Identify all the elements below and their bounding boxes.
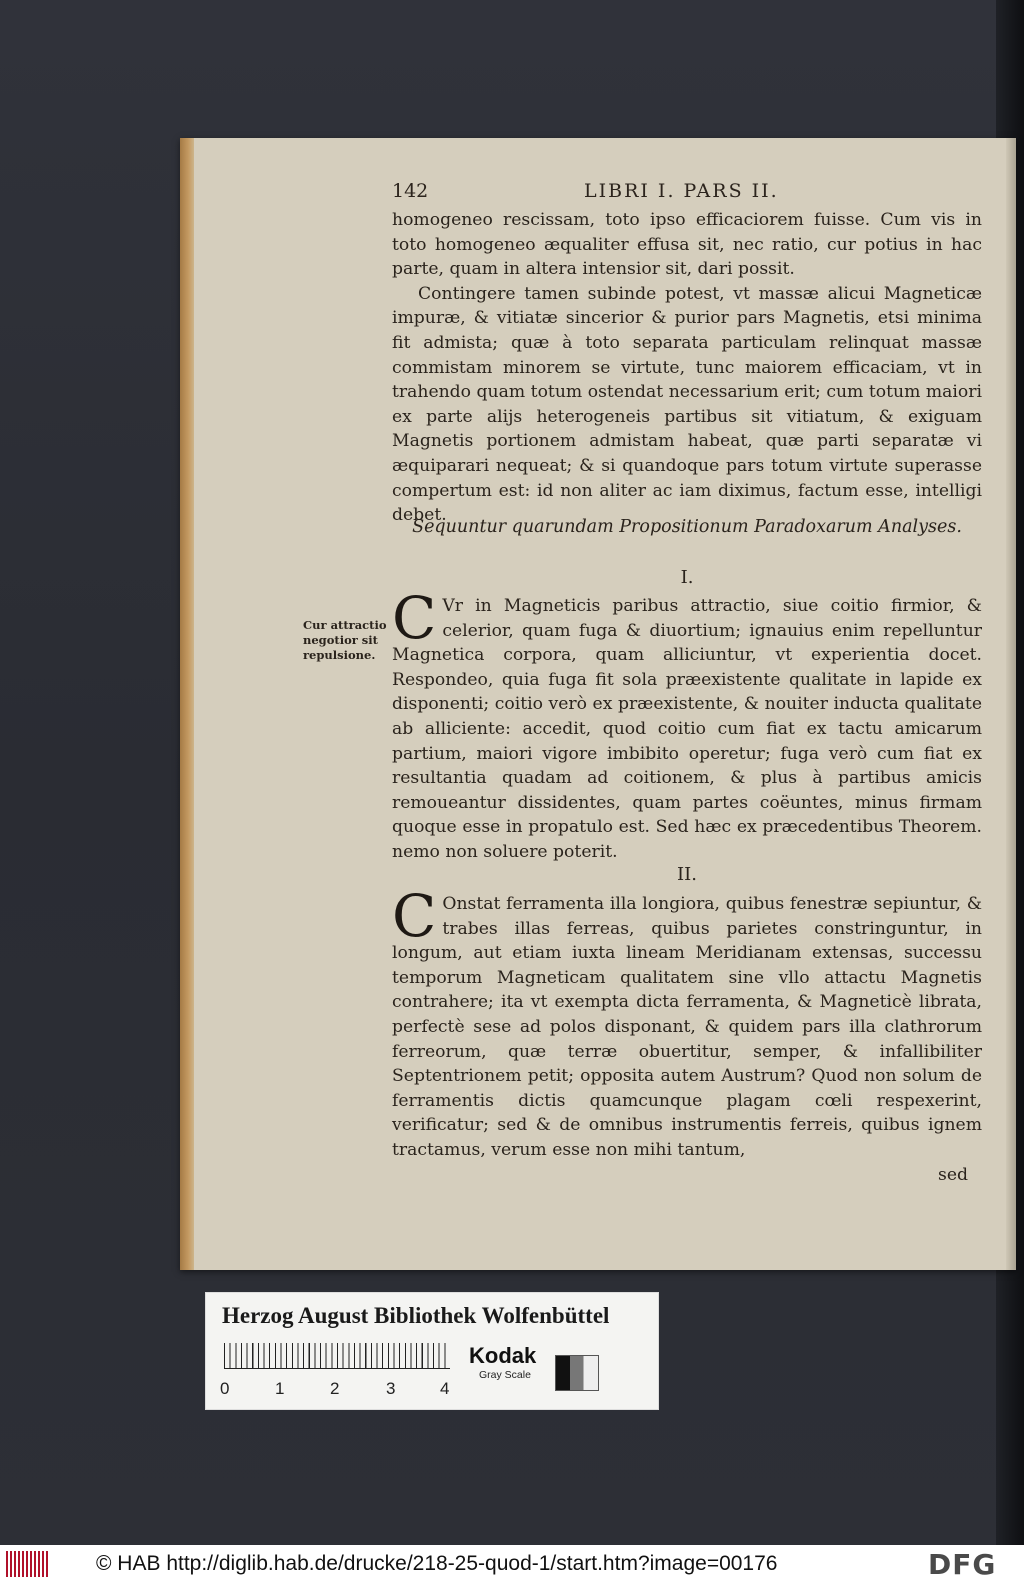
- drop-cap-2: C: [392, 882, 437, 950]
- page-header: [388, 180, 988, 210]
- scale-ruler: [224, 1343, 450, 1369]
- paragraph-1: homogeneo rescissam, toto ipso efficaciorem fuisse. Cum vis in toto homogeneo æqualiter effusa sit, nec ratio, cur potius in hac parte, quam in altera intensior sit, dari possit.: [392, 210, 982, 280]
- gray-scale-swatch: [555, 1355, 599, 1391]
- kodak-logo: Kodak: [469, 1343, 537, 1368]
- footer-bar: [0, 1545, 1024, 1582]
- section-numeral-1: I.: [680, 567, 694, 588]
- library-name: Herzog August Bibliothek Wolfenbüttel: [222, 1303, 610, 1328]
- text-block-1: [392, 208, 982, 528]
- catchword: sed: [938, 1164, 968, 1185]
- section-2-text: [392, 882, 982, 1163]
- page-edge: [180, 138, 194, 1270]
- source-url[interactable]: © HAB http://diglib.hab.de/drucke/218-25-quod-1/start.htm?image=00176: [96, 1552, 778, 1575]
- hab-logo-icon: [6, 1551, 48, 1577]
- drop-cap-1: C: [392, 584, 437, 652]
- ruler-number-0: 0: [220, 1379, 230, 1398]
- ruler-number-2: 2: [330, 1379, 340, 1398]
- section-1-block: [392, 584, 982, 865]
- page-gutter: [1006, 138, 1016, 1270]
- ruler-number-1: 1: [275, 1379, 285, 1398]
- library-color-card: [205, 1292, 659, 1410]
- page-number: 142: [392, 180, 429, 202]
- section-2-block: [392, 882, 982, 1187]
- paragraph-2: Contingere tamen subinde potest, vt massæ alicui Magneticæ impuræ, & vitiatæ sincerior & purior pars Magnetis, etsi minima fit admista; quæ à toto separata particulam relinquat massæ commistam minorem se virtute, tunc maiorem efficaciam, vt in trahendo quam totum ostendat necessarium erit; cum totum maiori ex parte alijs heterogeneis partibus sit vitiatum, & exiguam Magnetis portionem admistam habeat, quæ parti separatæ vi æquiparari nequeat; & si quandoque pars totum virtute superasse compertum est: id non aliter ac iam diximus, factum esse, intelligi debet.: [392, 283, 982, 526]
- marginal-note: Cur attractio negotior sit repulsione.: [303, 618, 387, 662]
- running-head: LIBRI I. PARS II.: [584, 180, 779, 202]
- section-heading: Sequuntur quarundam Propositionum Paradoxarum Analyses.: [412, 517, 962, 537]
- dfg-logo: DFG: [928, 1548, 997, 1581]
- section-1-body: Vr in Magneticis paribus attractio, siue coitio firmior, & celerior, quam fuga & diuortium; ignauius enim repelluntur Magnetica corpora, quam alliciuntur, vt experientia docet. Respondeo, quia fuga fit sola præexistente qualitate in lapide ex disponenti; coitio verò ex præexistente, & nouiter inducta qualitate ab alliciente: accedit, quod coitio cum fiat ex tactu amicarum partium, maiori vigore imbibito operetur; fuga verò cum fiat ex resultantia quadam ad coitionem, & plus à partibus amicis remoueantur dissidentes, quam partes coëuntes, minus firmam quoque esse in propatulo est. Sed hæc ex præcedentibus Theorem. nemo non soluere poterit.: [392, 596, 982, 862]
- ruler-baseline: [224, 1368, 450, 1369]
- section-numeral-2: II.: [677, 864, 697, 885]
- ruler-ticks: [224, 1343, 450, 1369]
- gray-scale-label: Gray Scale: [479, 1369, 531, 1381]
- ruler-number-4: 4: [440, 1379, 450, 1398]
- section-1-text: [392, 584, 982, 865]
- section-2-body: Onstat ferramenta illa longiora, quibus fenestræ sepiuntur, & trabes illas ferreas, quibus parietes constringuntur, in longum, aut etiam iuxta lineam Meridianam extensas, successu temporum Magneticam qualitatem sine vllo attactu Magnetis contrahere; ita vt exempta dicta ferramenta, & Magneticè librata, perfectè sese ad polos disponant, & quidem pars illa clathrorum ferreorum, quæ terræ obuertitur, semper, & infallibiliter Septentrionem petit; opposita autem Austrum? Quod non solum de ferramentis dictis quamcunque plagam cœli respexerint, verificatur; sed & de omnibus instrumentis ferreis, quibus ignem tractamus, verum esse non mihi tantum,: [392, 894, 982, 1160]
- ruler-number-3: 3: [386, 1379, 396, 1398]
